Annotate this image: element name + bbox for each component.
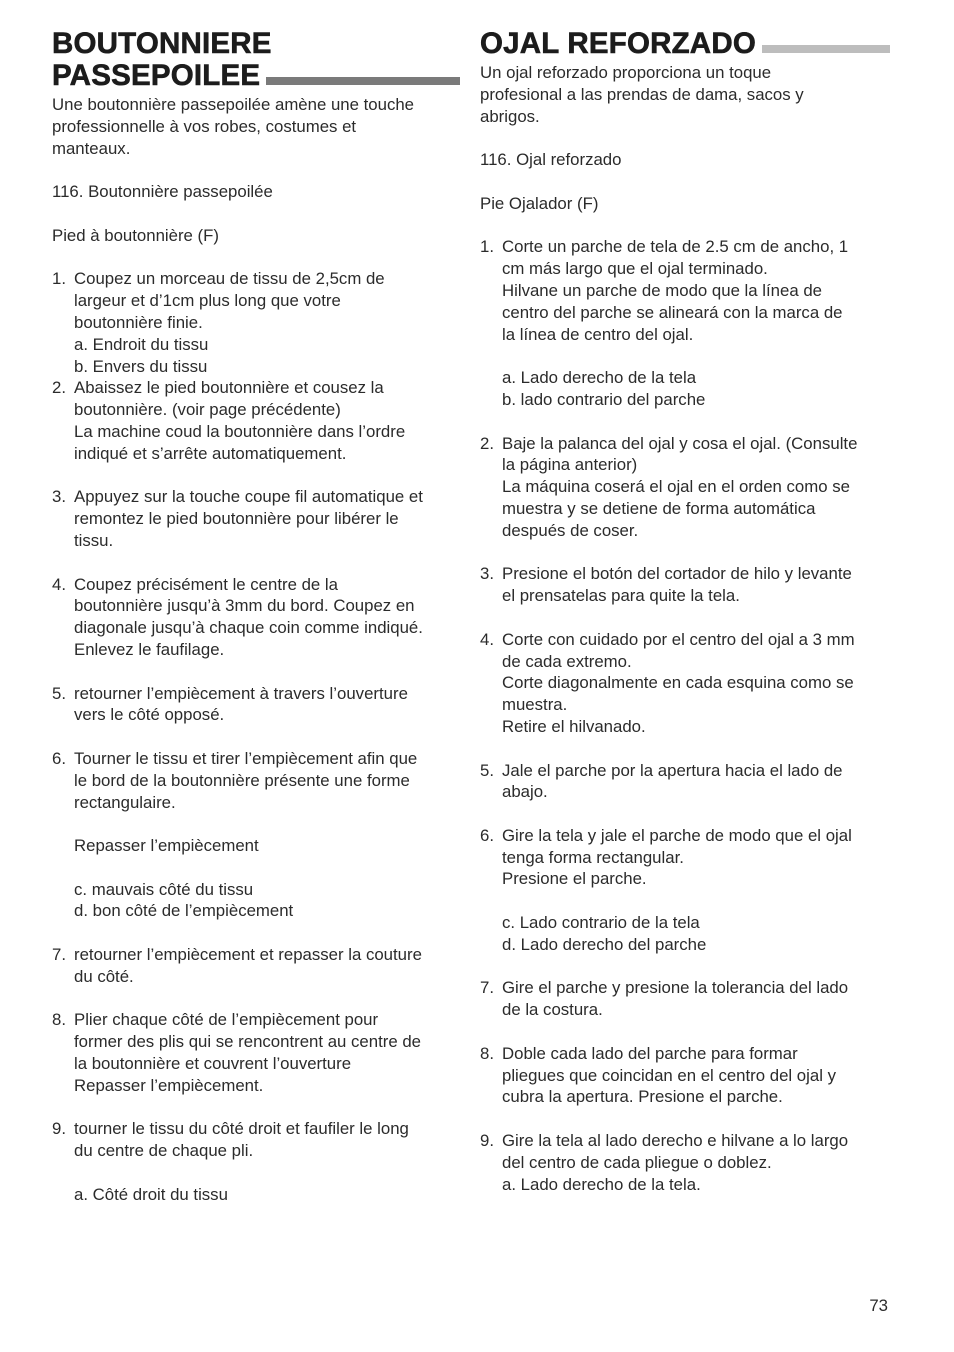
french-step-9: 9. tourner le tissu du côté droit et faufiler le long du centre de chaque pli. bbox=[52, 1119, 409, 1161]
french-step-2: 2. Abaissez le pied boutonnière et cousez la boutonnière. (voir page précédente) La machine coud la boutonnière dans l’ordre indiqué et s’arrête automatiquement. bbox=[52, 378, 406, 463]
title-rule bbox=[762, 45, 890, 53]
spanish-step-7: 7. Gire el parche y presione la tolerancia del lado de la costura. bbox=[480, 978, 849, 1020]
spanish-column bbox=[480, 28, 890, 1195]
french-step-7: 7. retourner l’empiècement et repasser la couture du côté. bbox=[52, 945, 422, 986]
spanish-foot-label: Pie Ojalador (F) bbox=[480, 193, 599, 213]
french-step-5: 5. retourner l’empiècement à travers l’ouverture vers le côté opposé. bbox=[52, 683, 408, 725]
french-title-line2: PASSEPOILEE bbox=[52, 59, 261, 92]
title-rule bbox=[266, 77, 460, 85]
french-step-6-press: Repasser l’empiècement bbox=[74, 836, 259, 856]
spanish-step-1: 1. Corte un parche de tela de 2.5 cm de ancho, 1 cm más largo que el ojal terminado. Hilvane un parche de modo que la línea de centro del parche se alineará con la marca de la línea de centro del ojal. bbox=[480, 237, 849, 344]
spanish-step-5: 5. Jale el parche por la apertura hacia el lado de abajo. bbox=[480, 760, 843, 802]
french-title-line1: BOUTONNIERE bbox=[52, 27, 272, 60]
spanish-step-3: 3. Presione el botón del cortador de hilo y levante el prensatelas para quite la tela. bbox=[480, 564, 852, 606]
french-heading bbox=[52, 28, 460, 92]
french-step-3: 3. Appuyez sur la touche coupe fil automatique et remontez le pied boutonnière pour libérer le tissu. bbox=[52, 487, 423, 550]
french-intro: Une boutonnière passepoilée amène une touche professionnelle à vos robes, costumes et manteaux. bbox=[52, 95, 415, 158]
spanish-figure-caption: 116. Ojal reforzado bbox=[480, 150, 622, 170]
french-figure-caption: 116. Boutonnière passepoilée bbox=[52, 182, 273, 202]
spanish-step-8: 8. Doble cada lado del parche para formar pliegues que coincidan en el centro del ojal y cubra la apertura. Presione el parche. bbox=[480, 1043, 836, 1107]
spanish-step-6: 6. Gire la tela y jale el parche de modo que el ojal tenga forma rectangular. Presione el parche. bbox=[480, 825, 852, 889]
french-column bbox=[52, 28, 460, 1206]
page-number: 73 bbox=[869, 1296, 888, 1315]
french-step-9-label: a. Côté droit du tissu bbox=[74, 1184, 228, 1204]
spanish-step-2: 2. Baje la palanca del ojal y cosa el ojal. (Consulte la página anterior) La máquina coserá el ojal en el orden como se muestra y se detiene de forma automática después de coser. bbox=[480, 433, 858, 540]
french-step-6: 6. Tourner le tissu et tirer l’empiècement afin que le bord de la boutonnière présente une forme rectangulaire. bbox=[52, 748, 418, 812]
french-step-1: 1. Coupez un morceau de tissu de 2,5cm de largeur et d’1cm plus long que votre boutonnière finie. a. Endroit du tissu b. Envers du tissu bbox=[52, 269, 385, 376]
french-step-8: 8. Plier chaque côté de l’empiècement pour former des plis qui se rencontrent au centre de la boutonnière et couvrent l’ouverture Repasser l’empiècement. bbox=[52, 1010, 421, 1095]
spanish-step-1-labels: a. Lado derecho de la tela b. lado contrario del parche bbox=[502, 368, 706, 409]
spanish-intro: Un ojal reforzado proporciona un toque profesional a las prendas de dama, sacos y abrigos. bbox=[480, 63, 804, 126]
french-step-6-labels: c. mauvais côté du tissu d. bon côté de l’empiècement bbox=[74, 879, 294, 921]
french-foot-label: Pied à boutonnière (F) bbox=[52, 225, 219, 245]
spanish-step-9: 9. Gire la tela al lado derecho e hilvane a lo largo del centro de cada pliegue o doblez. a. Lado derecho de la tela. bbox=[480, 1131, 849, 1194]
spanish-step-4: 4. Corte con cuidado por el centro del ojal a 3 mm de cada extremo. Corte diagonalmente en cada esquina como se muestra. Retire el hilvanado. bbox=[480, 629, 855, 736]
spanish-heading bbox=[480, 28, 890, 60]
french-step-4: 4. Coupez précisément le centre de la boutonnière jusqu’à 3mm du bord. Coupez en diagonale jusqu’à chaque coin comme indiqué. Enlevez le faufilage. bbox=[52, 574, 423, 659]
spanish-title: OJAL REFORZADO bbox=[480, 27, 756, 60]
spanish-step-6-labels: c. Lado contrario de la tela d. Lado derecho del parche bbox=[502, 913, 707, 954]
